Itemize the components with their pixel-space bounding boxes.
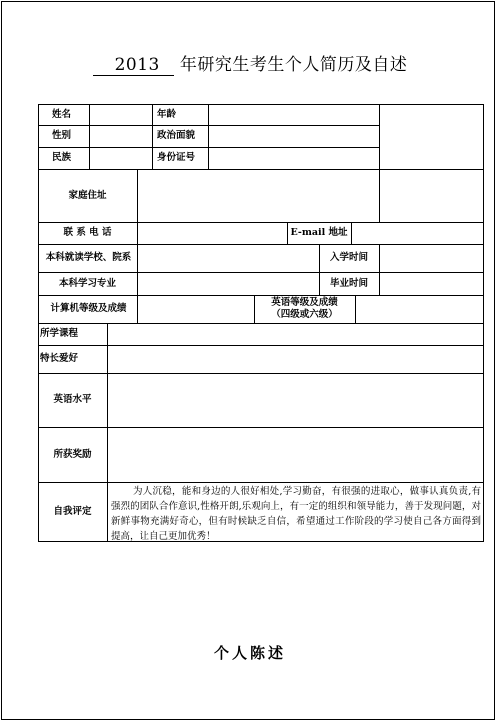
label-ethnicity: 民族 [52, 152, 72, 163]
rule [355, 295, 356, 323]
rule [137, 169, 138, 222]
label-email: E-mail 地址 [290, 227, 348, 238]
rule [483, 104, 484, 542]
label-age: 年龄 [157, 108, 177, 120]
rule [379, 104, 380, 222]
label-english-proficiency: 英语水平 [53, 394, 92, 405]
self-evaluation-text: 为人沉稳，能和身边的人很好相处,学习勤奋，有很强的进取心，做事认真负责,有强烈的团队合作意识,性格开朗,乐观向上，有一定的组织和领导能力，善于发现问题，对新鲜事物充满好奇心，但有时候缺乏自信，希望通过工作阶段的学习使自己各方面得到提高，让自己更加优秀！ [111, 486, 481, 542]
label-english-level-line1: 英语等级及成绩 [271, 297, 338, 308]
rule [107, 323, 108, 541]
label-political-status: 政治面貌 [157, 130, 196, 141]
rule [38, 104, 484, 105]
rule [152, 104, 153, 169]
label-undergrad-school: 本科就读学校、院系 [45, 252, 132, 263]
label-english-level-line2: （四级或六级） [271, 309, 338, 320]
label-computer-level: 计算机等级及成绩 [50, 303, 127, 314]
label-grad-date: 毕业时间 [329, 277, 368, 289]
label-gender: 性别 [52, 130, 72, 141]
label-awards: 所获奖励 [53, 448, 92, 460]
label-courses: 所学课程 [40, 328, 79, 339]
label-undergrad-major: 本科学习专业 [58, 277, 116, 289]
label-name: 姓名 [52, 108, 72, 120]
label-english-level [254, 295, 355, 323]
rule [351, 222, 352, 244]
rule [137, 295, 138, 323]
label-home-address: 家庭住址 [68, 189, 107, 201]
label-phone: 联 系 电 话 [63, 227, 112, 238]
resume-form [38, 104, 484, 542]
label-self-evaluation: 自我评定 [53, 505, 92, 517]
label-id-number: 身份证号 [157, 152, 196, 163]
label-hobbies: 特长爱好 [40, 353, 79, 364]
label-enroll-date: 入学时间 [329, 252, 368, 263]
rule [379, 244, 380, 295]
title-text: 年研究生考生个人简历及自述 [179, 55, 408, 75]
title-year: 2013 [93, 55, 174, 76]
rule [137, 222, 138, 295]
section-heading: 个人陈述 [213, 644, 286, 662]
document-title [0, 50, 500, 76]
